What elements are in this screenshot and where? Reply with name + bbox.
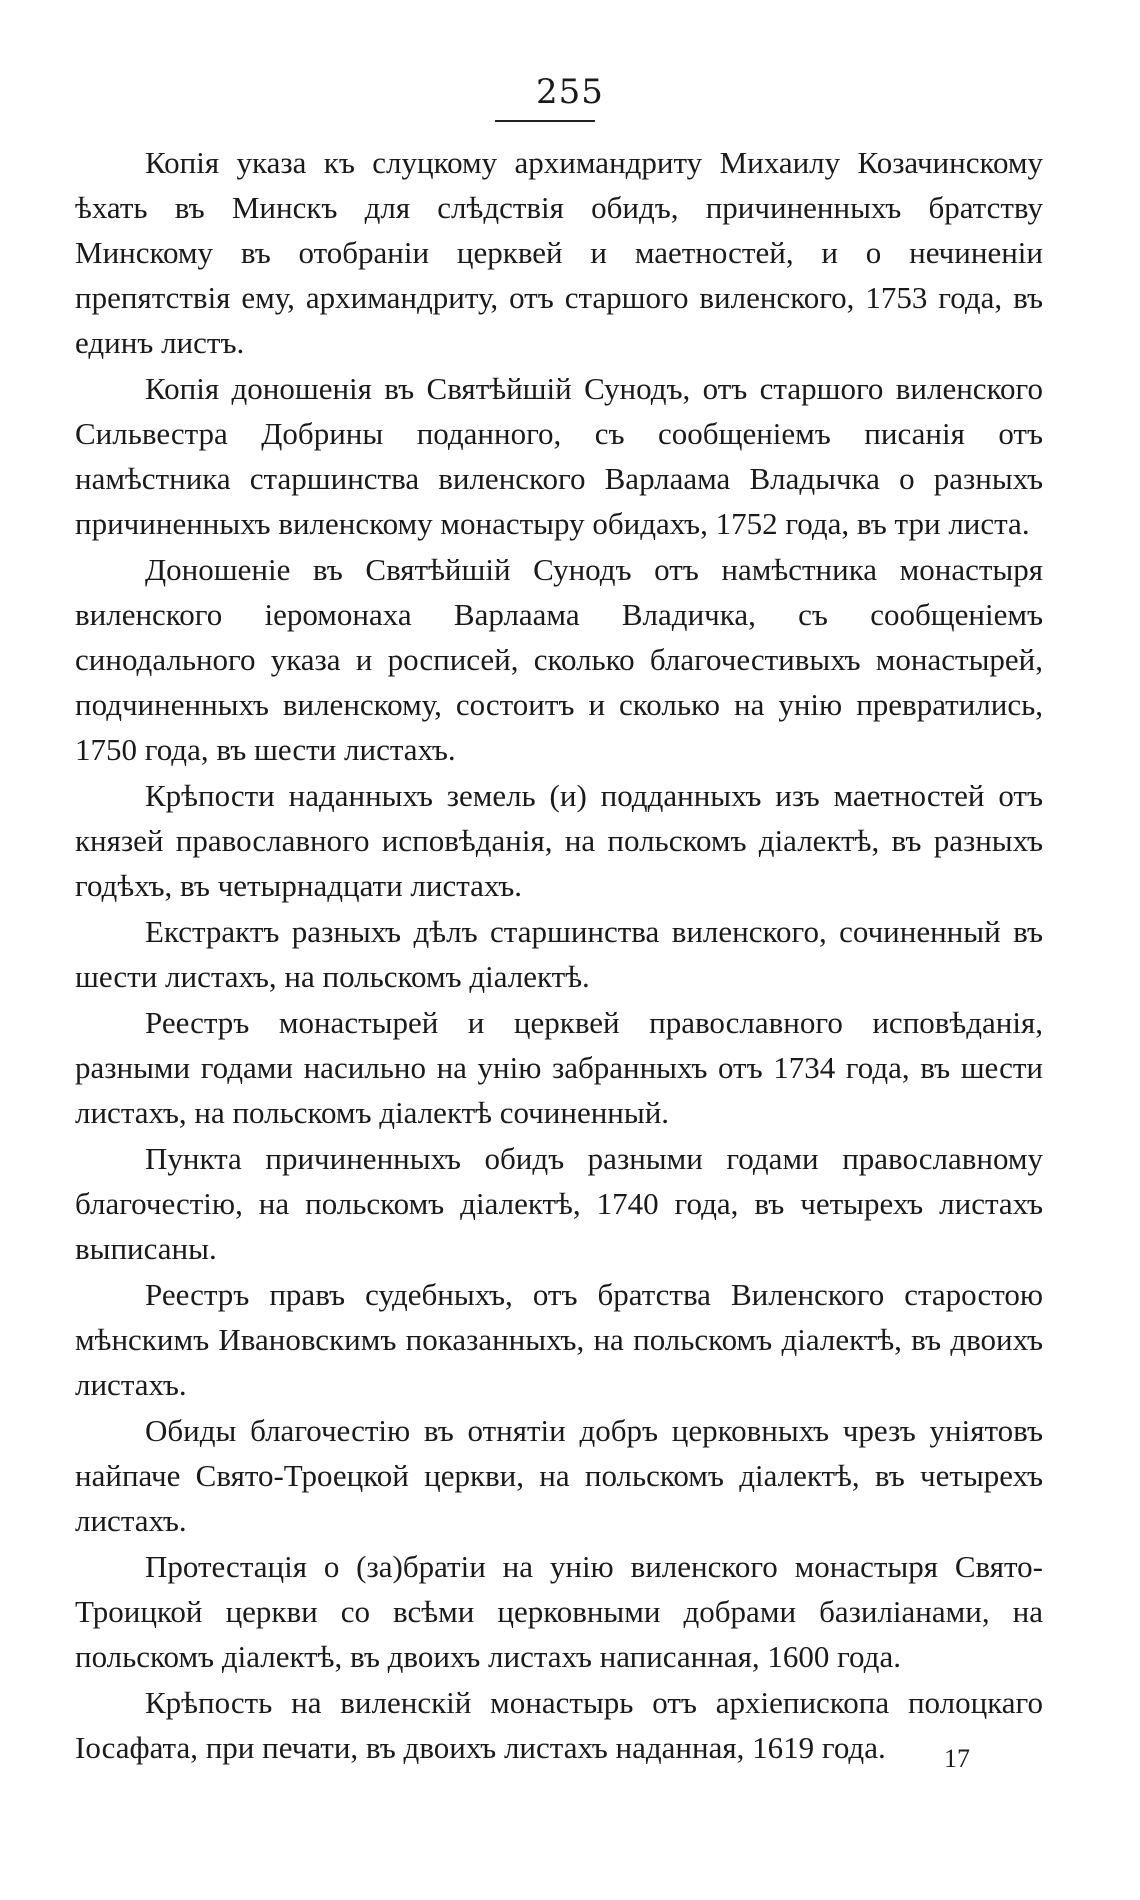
paragraph: Обиды благочестію въ отнятіи добръ церковныхъ чрезъ уніятовъ найпаче Свято-Троецкой церкви, на польскомъ діалектѣ, въ четырехъ листахъ.	[75, 1413, 1043, 1538]
paragraph: Крѣпость на виленскій монастырь отъ архіепископа полоцкаго Іосафата, при печати, въ двоихъ листахъ наданная, 1619 года.	[75, 1685, 1043, 1765]
paragraph: Екстрактъ разныхъ дѣлъ старшинства виленского, сочиненный въ шести листахъ, на польскомъ діалектѣ.	[75, 914, 1043, 994]
paragraph: Доношеніе въ Святѣйшій Сунодъ отъ намѣстника монастыря виленского іеромонаха Варлаама Владичка, съ сообщеніемъ синодального указа и росписей, сколько благочестивыхъ монастырей, подчиненныхъ виленскому, состоитъ и сколько на унію превратились, 1750 года, въ шести листахъ.	[75, 552, 1043, 767]
paragraph: Пункта причиненныхъ обидъ разными годами православному благочестію, на польскомъ діалектѣ, 1740 года, въ четырехъ листахъ выписаны.	[75, 1141, 1043, 1266]
paragraph: Реестръ правъ судебныхъ, отъ братства Виленского старостою мѣнскимъ Ивановскимъ показанныхъ, на польскомъ діалектѣ, въ двоихъ листахъ.	[75, 1277, 1043, 1402]
paragraph: Копія доношенія въ Святѣйшій Сунодъ, отъ старшого виленского Сильвестра Добрины поданного, съ сообщеніемъ писанія отъ намѣстника старшинства виленского Варлаама Владычка о разныхъ причиненныхъ виленскому монастыру обидахъ, 1752 года, въ три листа.	[75, 371, 1043, 541]
paragraph: Протестація о (за)братіи на унію виленского монастыря Свято-Троицкой церкви со всѣми церковными добрами базиліанами, на польскомъ діалектѣ, въ двоихъ листахъ написанная, 1600 года.	[75, 1549, 1043, 1674]
paragraph: Крѣпости наданныхъ земель (и) подданныхъ изъ маетностей отъ князей православного исповѣданія, на польскомъ діалектѣ, въ разныхъ годѣхъ, въ четырнадцати листахъ.	[75, 778, 1043, 903]
paragraph: Копія указа къ слуцкому архимандриту Михаилу Козачинскому ѣхать въ Минскъ для слѣдствія обидъ, причиненныхъ братству Минскому въ отобраніи церквей и маетностей, и о нечиненіи препятствія ему, архимандриту, отъ старшого виленского, 1753 года, въ единъ листъ.	[75, 145, 1043, 360]
printer-signature-mark: 17	[944, 1744, 970, 1773]
page-number: 255	[536, 72, 604, 112]
body-text	[75, 140, 1043, 1771]
paragraph: Реестръ монастырей и церквей православного исповѣданія, разными годами насильно на унію забранныхъ отъ 1734 года, въ шести листахъ, на польскомъ діалектѣ сочиненный.	[75, 1005, 1043, 1130]
page-number-underline	[495, 120, 595, 122]
